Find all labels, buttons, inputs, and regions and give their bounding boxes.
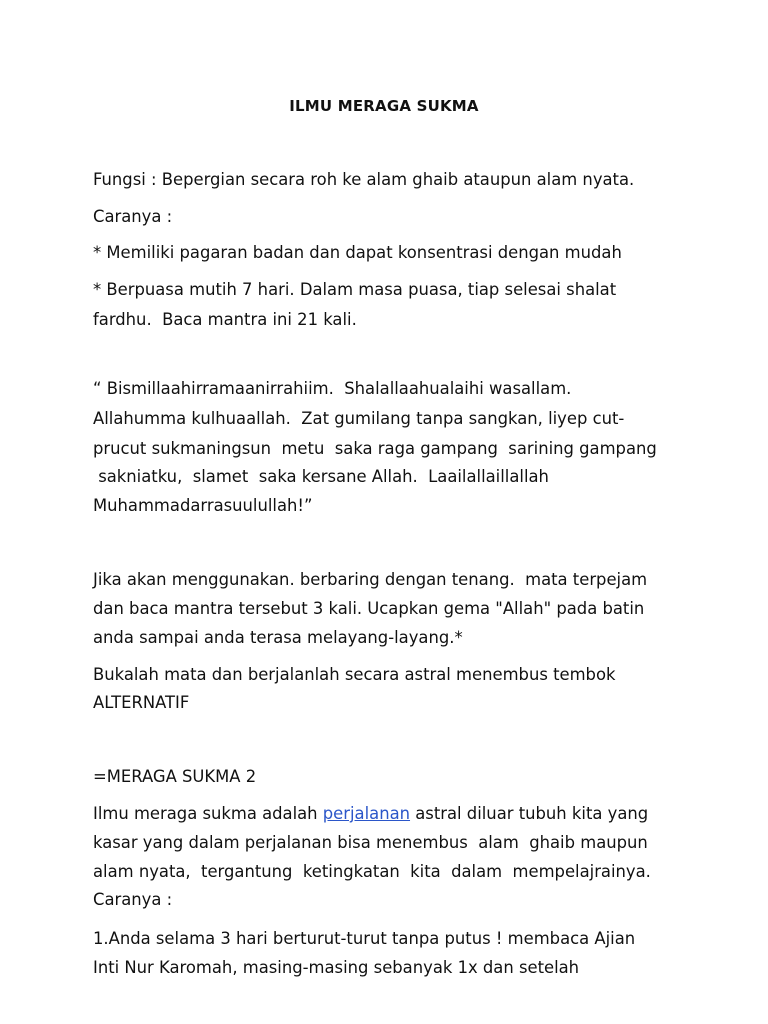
mantra-line-2: Allahumma kulhuaallah. Zat gumilang tanpa sangkan, liyep cut- bbox=[93, 409, 625, 428]
fungsi-line: Fungsi : Bepergian secara roh ke alam ghaib ataupun alam nyata. bbox=[93, 170, 635, 189]
usage-line-2: dan baca mantra tersebut 3 kali. Ucapkan gema "Allah" pada batin bbox=[93, 599, 645, 618]
mantra-line-3: prucut sukmaningsun metu saka raga gampang sarining gampang bbox=[93, 439, 657, 458]
step-2-1-line-2: Inti Nur Karomah, masing-masing sebanyak 1x dan setelah bbox=[93, 958, 580, 977]
alternatif-label: ALTERNATIF bbox=[93, 693, 190, 712]
step-2-line-1: * Berpuasa mutih 7 hari. Dalam masa puasa, tiap selesai shalat bbox=[93, 280, 617, 299]
usage-line-3: anda sampai anda terasa melayang-layang.* bbox=[93, 628, 463, 647]
section-2-heading: =MERAGA SUKMA 2 bbox=[93, 767, 257, 786]
document-title: ILMU MERAGA SUKMA bbox=[289, 97, 479, 115]
intro-2-before-link: Ilmu meraga sukma adalah bbox=[93, 804, 323, 823]
step-1-line: * Memiliki pagaran badan dan dapat konsentrasi dengan mudah bbox=[93, 243, 622, 262]
caranya-label: Caranya : bbox=[93, 207, 173, 226]
mantra-line-1: “ Bismillaahirramaanirrahiim. Shalallaahualaihi wasallam. bbox=[93, 379, 572, 398]
intro-2-line-1 bbox=[93, 804, 648, 824]
intro-2-after-link: astral diluar tubuh kita yang bbox=[410, 804, 649, 823]
intro-2-line-3: alam nyata, tergantung ketingkatan kita dalam mempelajrainya. bbox=[93, 862, 651, 881]
mantra-line-4: sakniatku, slamet saka kersane Allah. Laailallaillallah bbox=[93, 467, 549, 486]
perjalanan-link[interactable]: perjalanan bbox=[322, 804, 411, 823]
intro-2-line-2: kasar yang dalam perjalanan bisa menembus alam ghaib maupun bbox=[93, 833, 648, 852]
usage-line-1: Jika akan menggunakan. berbaring dengan tenang. mata terpejam bbox=[93, 570, 648, 589]
mantra-line-5: Muhammadarrasuulullah!” bbox=[93, 496, 313, 515]
step-2-1-line-1: 1.Anda selama 3 hari berturut-turut tanpa putus ! membaca Ajian bbox=[93, 929, 636, 948]
caranya-2-label: Caranya : bbox=[93, 890, 173, 909]
step-2-line-2: fardhu. Baca mantra ini 21 kali. bbox=[93, 310, 357, 329]
astral-line: Bukalah mata dan berjalanlah secara astral menembus tembok bbox=[93, 665, 616, 684]
